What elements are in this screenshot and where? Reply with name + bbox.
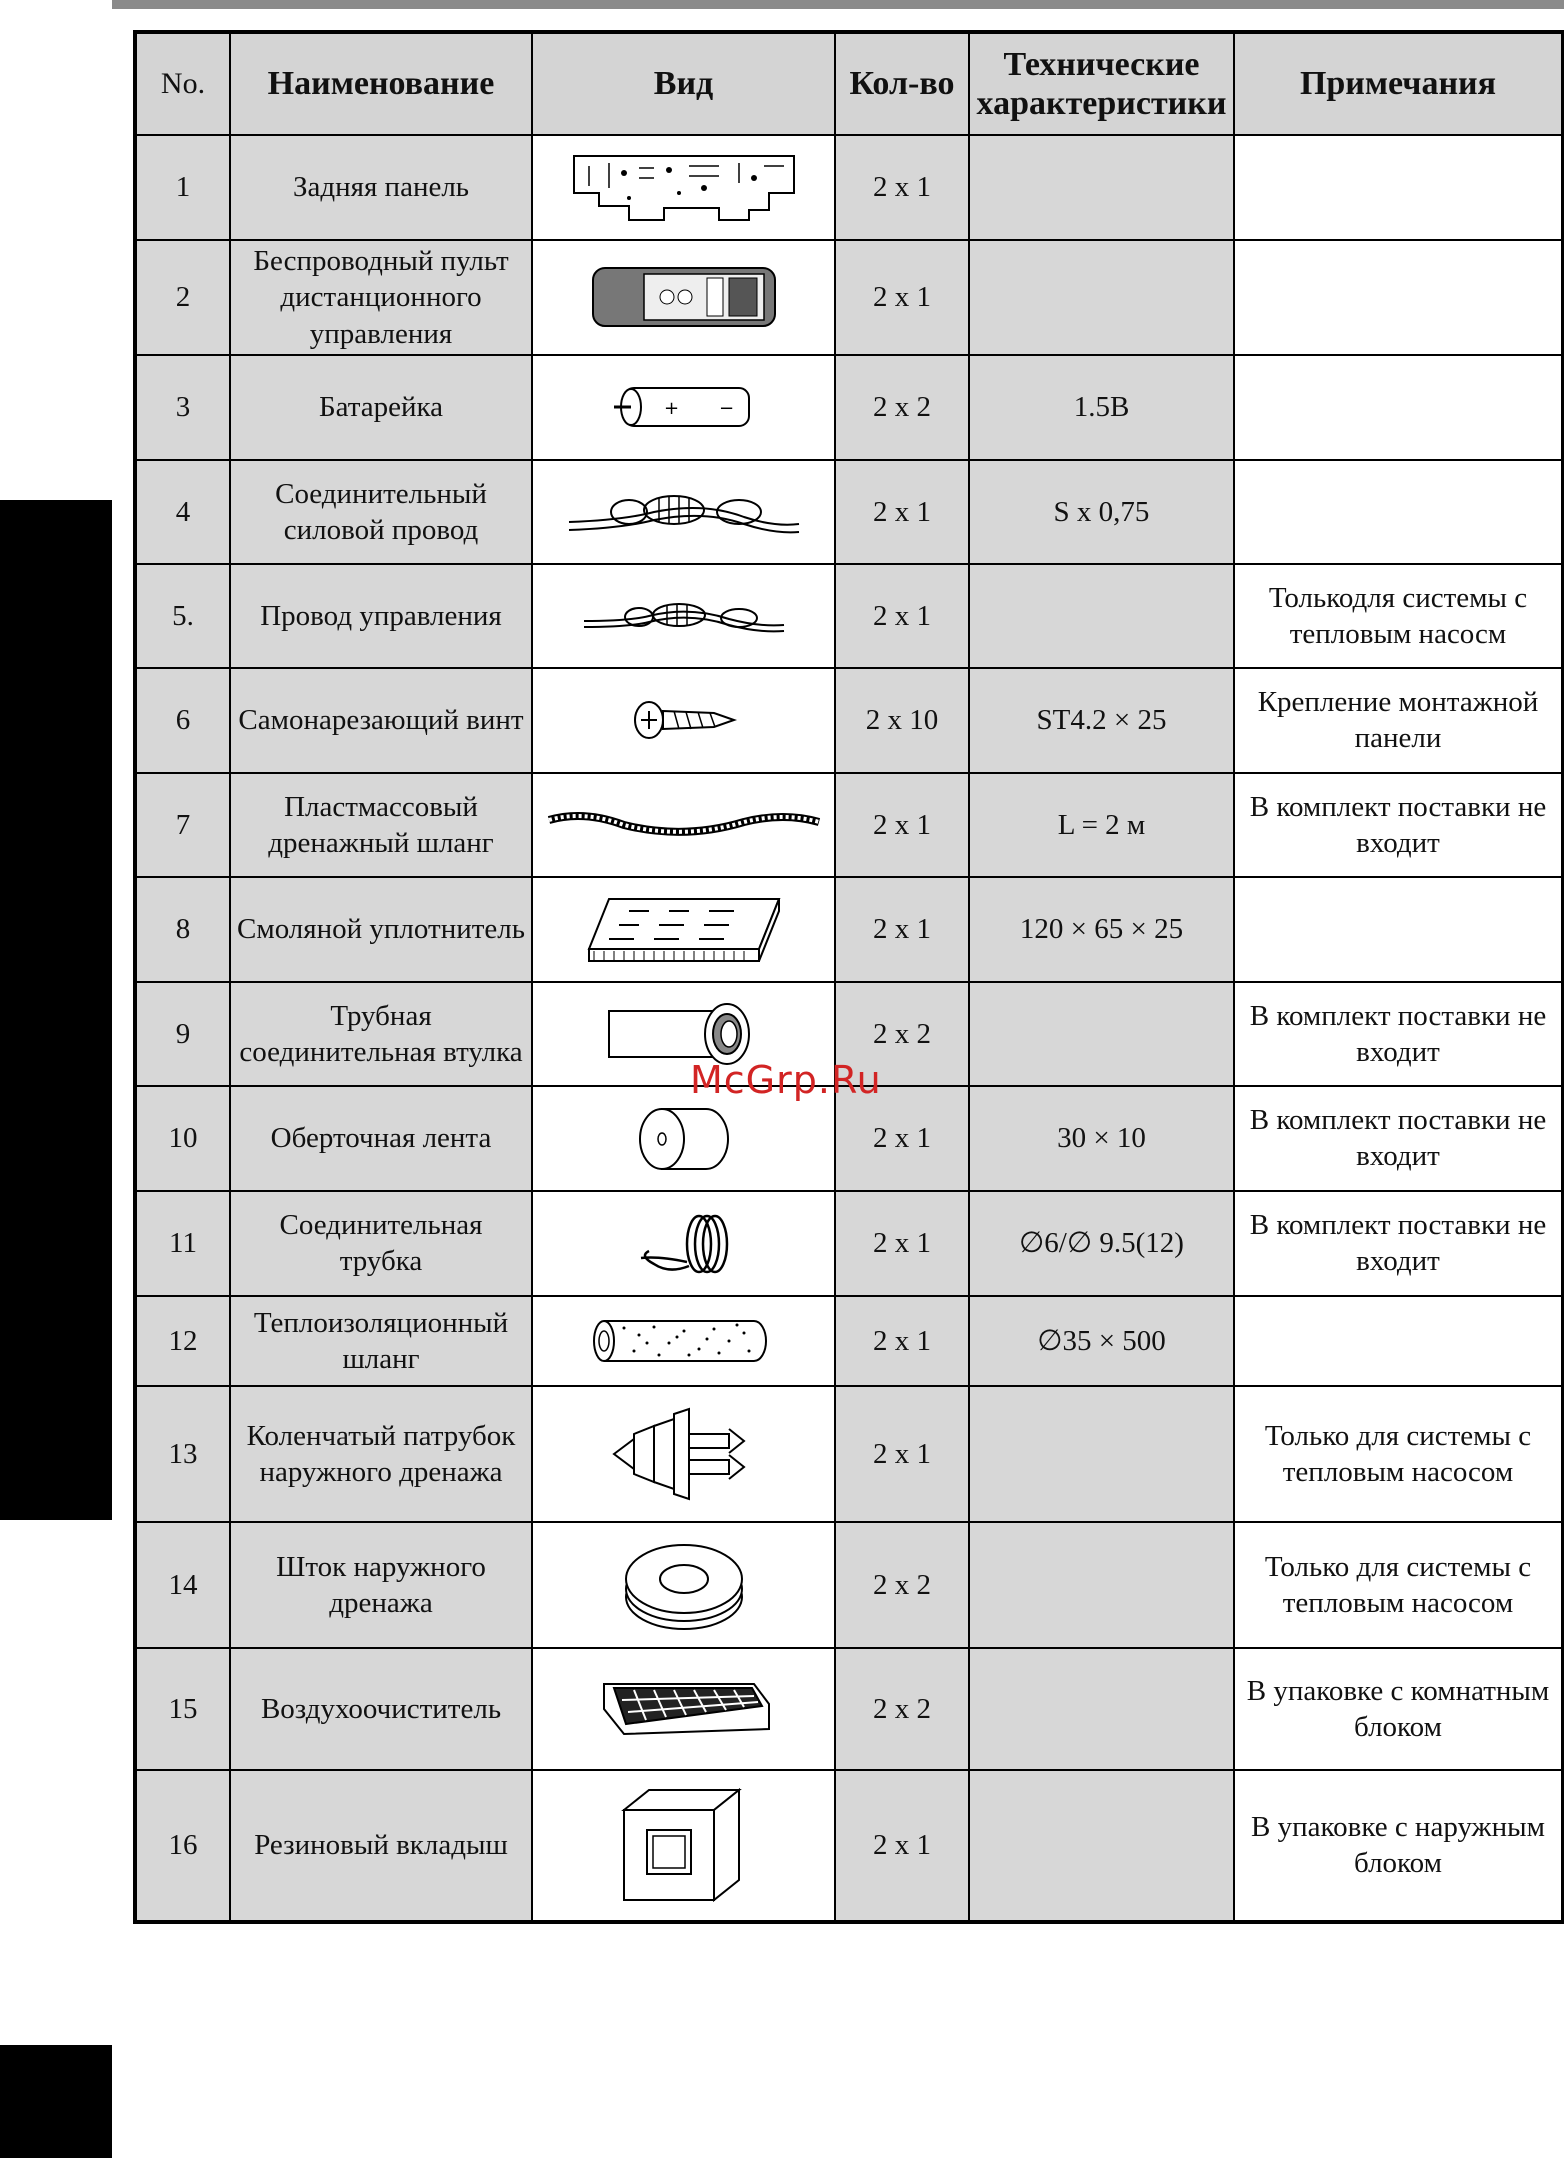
side-tab-marker	[0, 500, 112, 1520]
row-no: 3	[135, 355, 230, 460]
table-row	[135, 355, 1563, 460]
row-name: Коленчатый патрубок наружного дренажа	[230, 1386, 532, 1522]
row-name: Смоляной уплотнитель	[230, 877, 532, 982]
row-note: Только для системы с тепловым насосом	[1234, 1386, 1563, 1522]
row-no: 6	[135, 668, 230, 773]
battery-icon	[609, 382, 759, 432]
table-row	[135, 564, 1563, 668]
row-spec	[969, 1386, 1234, 1522]
row-spec	[969, 240, 1234, 355]
header-no: No.	[135, 32, 230, 135]
row-note: Только для системы с тепловым насосом	[1234, 1522, 1563, 1648]
row-qty: 2 x 2	[835, 1522, 969, 1648]
parts-table	[133, 30, 1564, 1924]
row-note: В комплект поставки не входит	[1234, 1086, 1563, 1191]
row-spec: ST4.2 × 25	[969, 668, 1234, 773]
row-no: 14	[135, 1522, 230, 1648]
row-name: Оберточная лента	[230, 1086, 532, 1191]
row-spec: L = 2 м	[969, 773, 1234, 877]
header-view: Вид	[532, 32, 835, 135]
row-note: Толькодля системы с тепловым насосм	[1234, 564, 1563, 668]
row-name: Резиновый вкладыш	[230, 1770, 532, 1922]
header-notes: Примечания	[1234, 32, 1563, 135]
row-no: 9	[135, 982, 230, 1086]
row-no: 7	[135, 773, 230, 877]
table-row	[135, 773, 1563, 877]
row-no: 5.	[135, 564, 230, 668]
drain-hose-icon	[544, 800, 824, 850]
row-name: Соединительная трубка	[230, 1191, 532, 1296]
row-qty: 2 x 1	[835, 773, 969, 877]
table-row	[135, 1648, 1563, 1770]
row-spec	[969, 1770, 1234, 1922]
table-row	[135, 1191, 1563, 1296]
tape-roll-icon	[634, 1101, 734, 1176]
control-wire-icon	[579, 591, 789, 641]
row-view	[532, 1191, 835, 1296]
row-view	[532, 1386, 835, 1522]
row-view	[532, 240, 835, 355]
side-tab-bottom-marker	[0, 2045, 112, 2158]
row-qty: 2 x 1	[835, 1386, 969, 1522]
table-row	[135, 1770, 1563, 1922]
row-spec	[969, 564, 1234, 668]
row-no: 10	[135, 1086, 230, 1191]
row-spec: 30 × 10	[969, 1086, 1234, 1191]
remote-control-icon	[589, 262, 779, 332]
row-qty: 2 x 1	[835, 1770, 969, 1922]
table-row	[135, 1386, 1563, 1522]
row-no: 12	[135, 1296, 230, 1386]
row-no: 11	[135, 1191, 230, 1296]
resin-seal-icon	[584, 889, 784, 969]
row-view	[532, 1770, 835, 1922]
header-name: Наименование	[230, 32, 532, 135]
insulation-hose-icon	[589, 1313, 779, 1368]
table-row	[135, 135, 1563, 240]
row-name: Пластмассовый дренажный шланг	[230, 773, 532, 877]
row-name: Самонарезающий винт	[230, 668, 532, 773]
row-spec: 120 × 65 × 25	[969, 877, 1234, 982]
table-row	[135, 877, 1563, 982]
power-cable-icon	[564, 482, 804, 542]
row-note: В комплект поставки не входит	[1234, 1191, 1563, 1296]
table-row	[135, 1296, 1563, 1386]
row-view	[532, 877, 835, 982]
svg-text:+: +	[663, 398, 679, 420]
row-qty: 2 x 1	[835, 564, 969, 668]
svg-text:−: −	[718, 398, 734, 420]
row-qty: 2 x 1	[835, 1086, 969, 1191]
top-rule	[112, 0, 1564, 9]
row-name: Шток наружного дренажа	[230, 1522, 532, 1648]
air-filter-icon	[594, 1674, 774, 1744]
row-view	[532, 135, 835, 240]
row-name: Беспроводный пульт дистанционного управления	[230, 240, 532, 355]
row-spec	[969, 1648, 1234, 1770]
row-no: 16	[135, 1770, 230, 1922]
row-spec: ∅35 × 500	[969, 1296, 1234, 1386]
row-qty: 2 x 2	[835, 982, 969, 1086]
row-view	[532, 1522, 835, 1648]
row-note	[1234, 1296, 1563, 1386]
row-name: Провод управления	[230, 564, 532, 668]
row-name: Воздухоочиститель	[230, 1648, 532, 1770]
table-row	[135, 1522, 1563, 1648]
header-spec: Технические характеристики	[969, 32, 1234, 135]
row-spec: 1.5B	[969, 355, 1234, 460]
drain-cap-icon	[619, 1535, 749, 1635]
table-row	[135, 668, 1563, 773]
header-qty: Кол-во	[835, 32, 969, 135]
row-qty: 2 x 2	[835, 355, 969, 460]
row-qty: 2 x 10	[835, 668, 969, 773]
row-spec: S x 0,75	[969, 460, 1234, 564]
row-view	[532, 564, 835, 668]
row-view	[532, 1648, 835, 1770]
row-qty: 2 x 1	[835, 135, 969, 240]
table-row	[135, 460, 1563, 564]
row-name: Батарейка	[230, 355, 532, 460]
row-no: 8	[135, 877, 230, 982]
row-no: 15	[135, 1648, 230, 1770]
row-note: Крепление монтажной панели	[1234, 668, 1563, 773]
row-no: 1	[135, 135, 230, 240]
header-row	[135, 32, 1563, 135]
row-no: 2	[135, 240, 230, 355]
row-view	[532, 1296, 835, 1386]
row-note: В упаковке с наружным блоком	[1234, 1770, 1563, 1922]
row-note: В комплект поставки не входит	[1234, 982, 1563, 1086]
row-qty: 2 x 1	[835, 460, 969, 564]
watermark: McGrp.Ru	[690, 1058, 882, 1102]
row-qty: 2 x 1	[835, 240, 969, 355]
row-view	[532, 355, 835, 460]
row-name: Трубная соединительная втулка	[230, 982, 532, 1086]
row-spec	[969, 135, 1234, 240]
row-spec	[969, 982, 1234, 1086]
row-note	[1234, 135, 1563, 240]
row-qty: 2 x 1	[835, 877, 969, 982]
row-view	[532, 460, 835, 564]
row-note	[1234, 240, 1563, 355]
row-view	[532, 668, 835, 773]
row-qty: 2 x 1	[835, 1296, 969, 1386]
rubber-insert-icon	[619, 1785, 749, 1905]
row-name: Соединительный силовой провод	[230, 460, 532, 564]
row-note: В упаковке с комнатным блоком	[1234, 1648, 1563, 1770]
row-spec	[969, 1522, 1234, 1648]
row-name: Задняя панель	[230, 135, 532, 240]
mounting-plate-icon	[569, 148, 799, 228]
row-view	[532, 773, 835, 877]
row-spec: ∅6/∅ 9.5(12)	[969, 1191, 1234, 1296]
drain-elbow-icon	[604, 1404, 764, 1504]
row-no: 13	[135, 1386, 230, 1522]
row-name: Теплоизоляционный шланг	[230, 1296, 532, 1386]
row-qty: 2 x 1	[835, 1191, 969, 1296]
row-note	[1234, 460, 1563, 564]
row-note: В комплект поставки не входит	[1234, 773, 1563, 877]
coiled-pipe-icon	[629, 1206, 739, 1281]
row-no: 4	[135, 460, 230, 564]
row-note	[1234, 355, 1563, 460]
row-note	[1234, 877, 1563, 982]
table-row	[135, 240, 1563, 355]
screw-icon	[629, 695, 739, 745]
row-qty: 2 x 2	[835, 1648, 969, 1770]
